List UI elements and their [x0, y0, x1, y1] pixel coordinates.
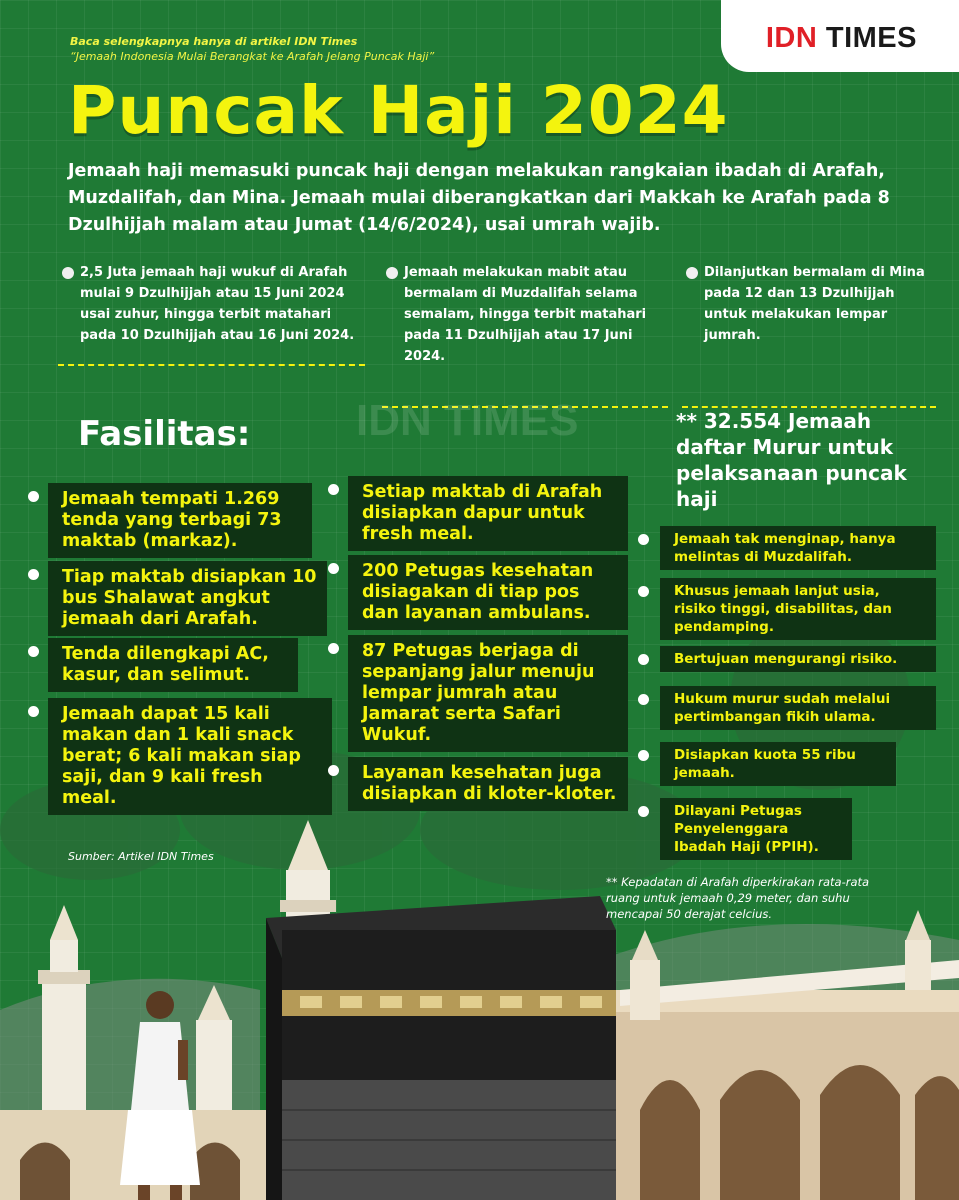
idn-times-logo: IDN TIMES	[765, 22, 917, 54]
bullet-dot	[386, 267, 398, 279]
bullet-dot	[638, 694, 649, 705]
fasilitas-item: Jemaah dapat 15 kali makan dan 1 kali snack berat; 6 kali makan siap saji, dan 9 kali fresh meal.	[48, 698, 332, 815]
murur-item: Khusus jemaah lanjut usia, risiko tinggi, disabilitas, dan pendamping.	[660, 578, 936, 640]
bullet-dot	[328, 765, 339, 776]
bullet-dot	[328, 643, 339, 654]
intro-paragraph: Jemaah haji memasuki puncak haji dengan melakukan rangkaian ibadah di Arafah, Muzdalifah, dan Mina. Jemaah mulai diberangkatkan dari Makkah ke Arafah pada 8 Dzulhijjah malam atau Jumat (14/6/2024), usai umrah wajib.	[68, 161, 890, 235]
footnote: ** Kepadatan di Arafah diperkirakan rata-rata ruang untuk jemaah 0,29 meter, dan suhu mencapai 50 derajat celcius.	[606, 875, 870, 921]
fasilitas-item: 87 Petugas berjaga di sepanjang jalur menuju lempar jumrah atau Jamarat serta Safari Wukuf.	[348, 635, 628, 752]
fasilitas-item: Setiap maktab di Arafah disiapkan dapur untuk fresh meal.	[348, 476, 628, 551]
fasilitas-item: Jemaah tempati 1.269 tenda yang terbagi 73 maktab (markaz).	[48, 483, 312, 558]
murur-item: Hukum murur sudah melalui pertimbangan fikih ulama.	[660, 686, 936, 730]
bullet-dot	[686, 267, 698, 279]
murur-item: Jemaah tak menginap, hanya melintas di Muzdalifah.	[660, 526, 936, 570]
murur-item: Bertujuan mengurangi risiko.	[660, 646, 936, 672]
bullet-dot	[28, 491, 39, 502]
bullet-dot	[638, 806, 649, 817]
bullet-dot	[62, 267, 74, 279]
dashed-divider	[58, 364, 365, 366]
source-reference	[70, 34, 434, 64]
step-muzdalifah: Jemaah melakukan mabit atau bermalam di Muzdalifah selama semalam, hingga terbit matahari pada 11 Dzulhijjah atau 17 Juni 2024.	[404, 262, 668, 367]
bullet-dot	[638, 534, 649, 545]
bullet-dot	[638, 750, 649, 761]
bullet-dot	[28, 569, 39, 580]
fasilitas-item: Layanan kesehatan juga disiapkan di kloter-kloter.	[348, 757, 628, 811]
bullet-dot	[638, 586, 649, 597]
bullet-dot	[328, 563, 339, 574]
page-title: Puncak Haji 2024	[68, 72, 729, 149]
step-mina: Dilanjutkan bermalam di Mina pada 12 dan 13 Dzulhijjah untuk melakukan lempar jumrah.	[704, 262, 936, 346]
bullet-dot	[638, 654, 649, 665]
murur-item: Dilayani Petugas Penyelenggara Ibadah Haji (PPIH).	[660, 798, 852, 860]
bullet-dot	[328, 484, 339, 495]
fasilitas-item: Tiap maktab disiapkan 10 bus Shalawat angkut jemaah dari Arafah.	[48, 561, 327, 636]
watermark: IDN TIMES	[356, 396, 579, 445]
source-line-2: “Jemaah Indonesia Mulai Berangkat ke Arafah Jelang Puncak Haji”	[70, 50, 435, 63]
source-credit: Sumber: Artikel IDN Times	[68, 850, 214, 863]
bullet-dot	[28, 646, 39, 657]
murur-heading: ** 32.554 Jemaah daftar Murur untuk pelaksanaan puncak haji	[676, 409, 907, 511]
murur-item: Disiapkan kuota 55 ribu jemaah.	[660, 742, 896, 786]
source-line-1: Baca selengkapnya hanya di artikel IDN Times	[70, 35, 358, 48]
fasilitas-heading: Fasilitas:	[78, 414, 251, 454]
step-arafah: 2,5 Juta jemaah haji wukuf di Arafah mulai 9 Dzulhijjah atau 15 Juni 2024 usai zuhur, hingga terbit matahari pada 10 Dzulhijjah atau 16 Juni 2024.	[80, 262, 365, 346]
fasilitas-item: 200 Petugas kesehatan disiagakan di tiap pos dan layanan ambulans.	[348, 555, 628, 630]
fasilitas-item: Tenda dilengkapi AC, kasur, dan selimut.	[48, 638, 298, 692]
bullet-dot	[28, 706, 39, 717]
